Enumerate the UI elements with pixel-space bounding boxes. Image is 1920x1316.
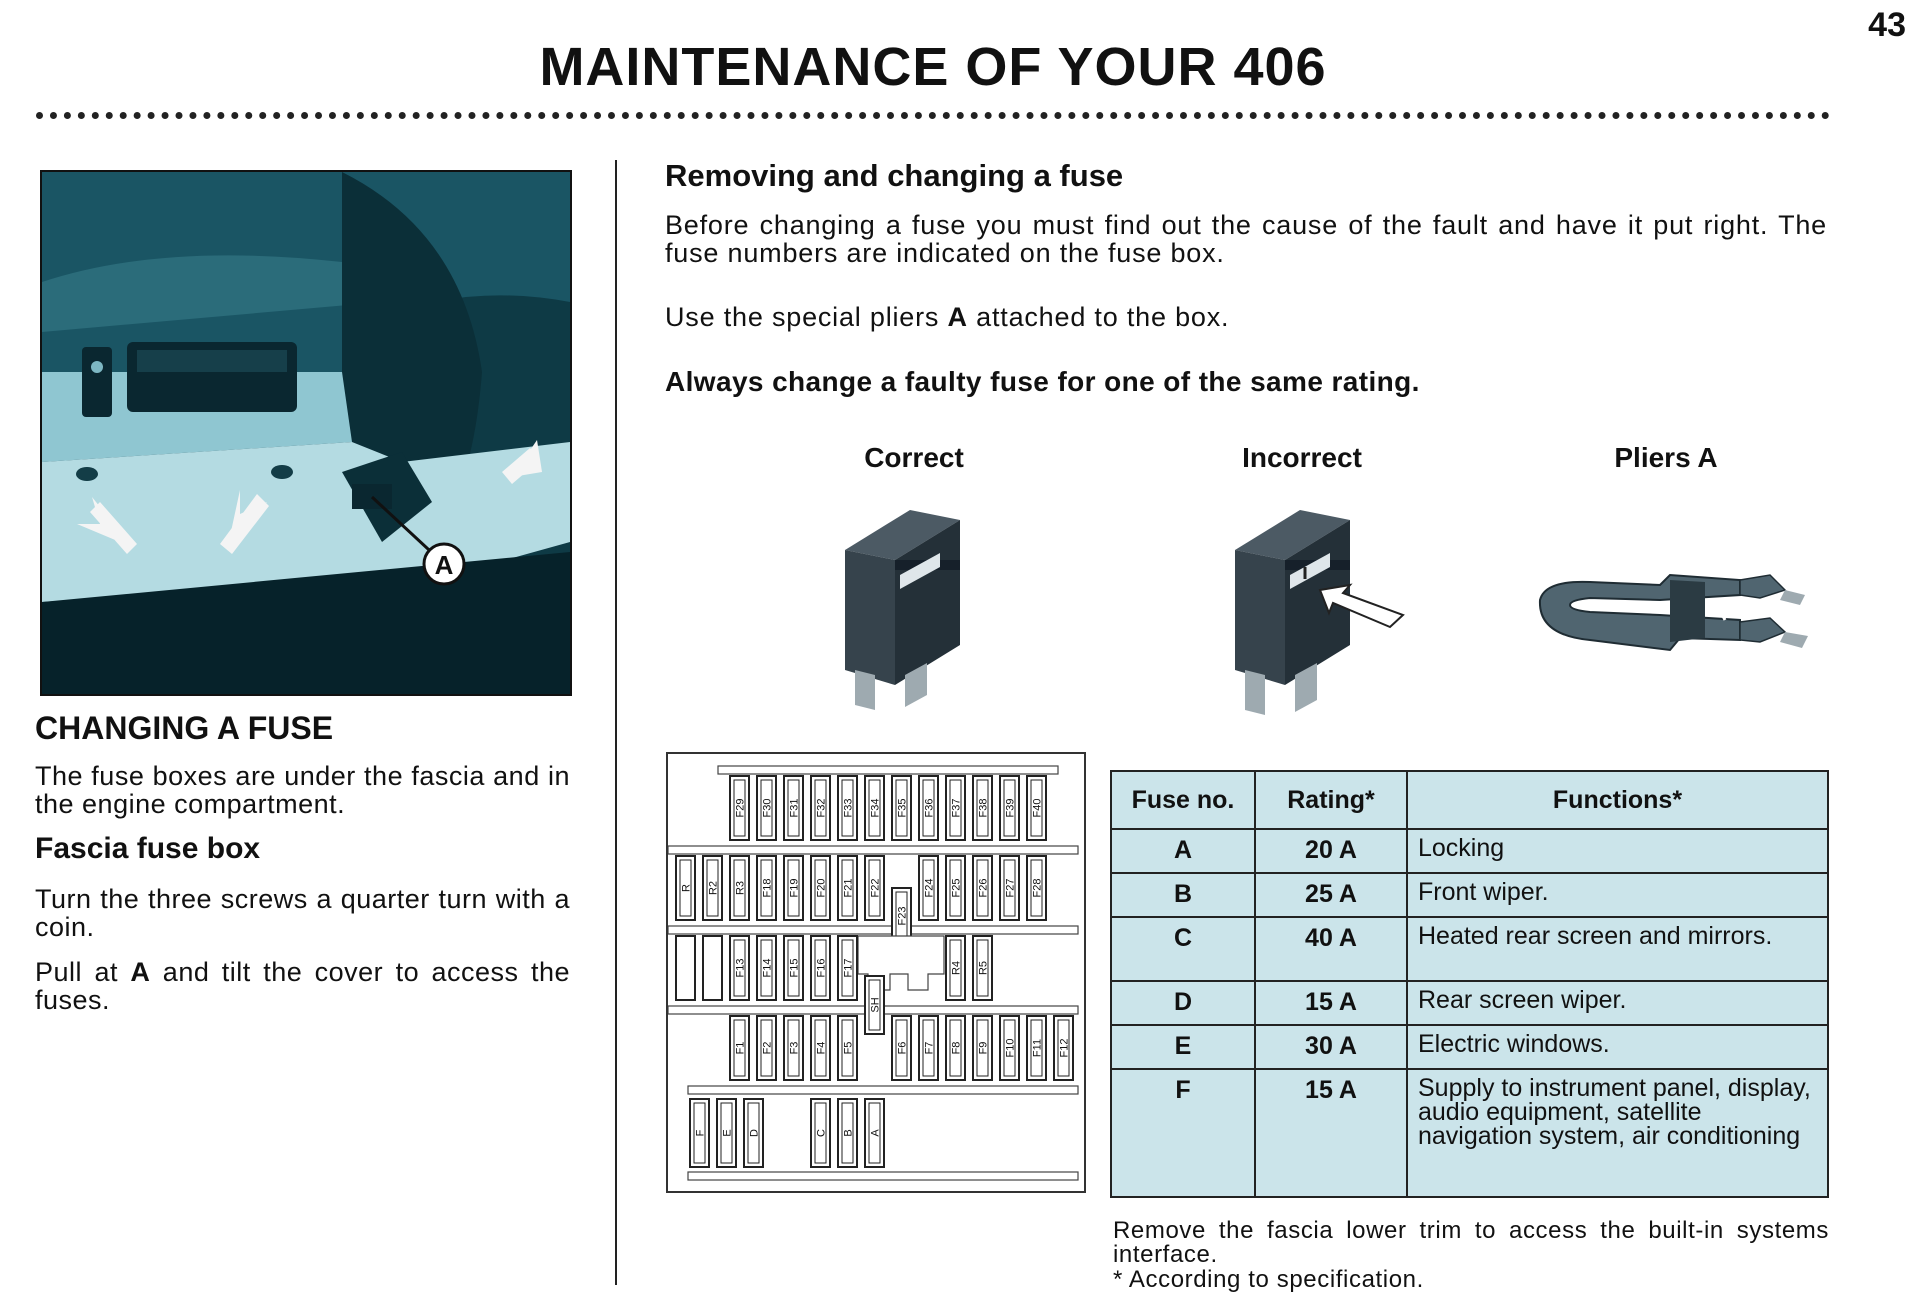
fuse-slot-label: F29 [734,798,747,818]
fascia-heading: Fascia fuse box [35,832,261,865]
fuse-box-rail [688,1086,1078,1094]
fuse-rating: 40 A [1255,917,1407,981]
fuse-slot-label: F1 [734,1041,747,1055]
fuse-slot-label: F20 [815,878,828,898]
table-row [1111,873,1828,917]
page-title: MAINTENANCE OF YOUR 406 [539,37,1327,97]
fuse-slot-label: B [842,1129,855,1137]
fuse-slot-label: F4 [815,1041,828,1055]
fuse-box-diagram [666,752,1086,1193]
fuse-slot-label: F37 [950,798,963,818]
fuse-slot-label: R2 [707,880,720,896]
fuse-rating: 20 A [1255,829,1407,873]
changing-text: The fuse boxes are under the fascia and in the engine compartment. [35,761,570,819]
pull-suffix: and tilt the cover to access the fuses. [35,957,571,1015]
fuse-rating: 15 A [1255,981,1407,1025]
page-number: 43 [1868,6,1906,44]
fuse-slot-label: F30 [761,798,774,818]
footnote-line1: Remove the fascia lower trim to access the built-in systems interface. [1113,1217,1829,1268]
fuse-function: Front wiper. [1407,873,1828,917]
header-functions: Functions* [1407,771,1828,829]
fuse-slot-label: D [748,1129,761,1137]
fuse-table [1110,770,1829,1198]
fuse-slot-label: F8 [950,1041,963,1055]
fuse-slot-label: F25 [950,878,963,898]
fuse-slot-label: F26 [977,878,990,898]
fuse-slot-label: E [721,1129,734,1137]
before-text: Before changing a fuse you must find out the cause of the fault and have it put right. The fuse numbers are indicated on the fuse box. [665,210,1827,268]
label-correct: Correct [864,442,964,473]
fuse-slot-label: R5 [977,960,990,976]
fuse-slot-label: F9 [977,1041,990,1055]
use-suffix: attached to the box. [967,302,1230,332]
fuse-slot-label: R3 [734,880,747,896]
fascia-photo [40,170,572,696]
fuse-slot-label: F35 [896,798,909,818]
dotted-rule [36,112,1830,119]
fuse-box-rail [668,846,1078,854]
fuse-no: A [1111,829,1255,873]
fuse-slot-label: F13 [734,958,747,978]
fuse-no: E [1111,1025,1255,1069]
fuse-slot-label: F2 [761,1041,774,1055]
fuse-slot-label: F34 [869,798,882,818]
fuse-function: Heated rear screen and mirrors. [1407,917,1828,981]
fuse-slot-label: A [869,1129,882,1137]
fuse-slot-label: R4 [950,960,963,976]
fuse-slot-label: F21 [842,878,855,898]
table-row [1111,829,1828,873]
footnote-line2: * According to specification. [1113,1266,1424,1293]
header-fuse-no: Fuse no. [1111,771,1255,829]
fuse-slot-label: C [815,1129,828,1137]
label-pliers: Pliers A [1614,442,1718,473]
fuse-slot-label: F [694,1129,707,1137]
fuse-no: B [1111,873,1255,917]
fuse-slot-label: R [680,884,693,892]
fuse-slot-label: F40 [1031,798,1044,818]
fuse-slot-label: F11 [1031,1038,1044,1058]
label-incorrect: Incorrect [1242,442,1362,473]
table-row [1111,1025,1828,1069]
fuse-slot-empty [703,936,722,1000]
fuse-rating: 15 A [1255,1069,1407,1197]
pliers-illustration [1530,560,1815,675]
fuse-slot-label: F22 [869,878,882,898]
fuse-slot-label: F28 [1031,878,1044,898]
fuse-slot-label: F15 [788,958,801,978]
fuse-slot-label: F18 [761,878,774,898]
fuse-slot-label: F6 [896,1041,909,1055]
table-row [1111,1069,1828,1197]
fuse-slot-label: F17 [842,958,855,978]
fuse-slot-label: F38 [977,798,990,818]
incorrect-fuse-illustration [1225,505,1405,725]
table-row [1111,981,1828,1025]
fuse-rating: 30 A [1255,1025,1407,1069]
fuse-slot-label: F32 [815,798,828,818]
changing-heading: CHANGING A FUSE [35,710,334,746]
fuse-no: F [1111,1069,1255,1197]
fuse-slot-label: F33 [842,798,855,818]
fuse-slot-label: F27 [1004,878,1017,898]
table-header-row [1111,771,1828,829]
right-heading: Removing and changing a fuse [665,158,1124,193]
fuse-slot-label: F5 [842,1041,855,1055]
photo-callout-a: A [434,550,454,580]
fuse-function: Electric windows. [1407,1025,1828,1069]
table-row [1111,917,1828,981]
fuse-slot-label: F19 [788,878,801,898]
use-bold: A [947,302,968,332]
fuse-function: Supply to instrument panel, display, audio equipment, satellite navigation system, air conditioning [1407,1069,1828,1197]
fuse-slot-label: F16 [815,958,828,978]
column-divider [615,160,617,1285]
fuse-slot-label: F12 [1058,1038,1071,1058]
fuse-no: C [1111,917,1255,981]
always-text: Always change a faulty fuse for one of the same rating. [665,366,1420,397]
fuse-slot-empty [676,936,695,1000]
fuse-slot-label: F7 [923,1041,936,1055]
fuse-box-rail [688,1172,1078,1180]
fuse-function: Locking [1407,829,1828,873]
pull-bold: A [130,957,151,987]
fuse-slot-label: F23 [896,906,909,926]
fuse-slot-label: F3 [788,1041,801,1055]
pull-text [35,958,570,1014]
fuse-no: D [1111,981,1255,1025]
fuse-slot-label: F10 [1004,1038,1017,1058]
fuse-slot-label: F31 [788,798,801,818]
fuse-slot-label: SH [869,997,882,1013]
pull-prefix: Pull at [35,957,131,987]
fuse-slot-label: F36 [923,798,936,818]
correct-fuse-illustration [835,505,965,720]
fuse-slot-label: F24 [923,878,936,898]
fuse-slot-label: F39 [1004,798,1017,818]
fuse-slot-label: F14 [761,958,774,978]
fuse-box-rail [718,766,1058,774]
header-rating: Rating* [1255,771,1407,829]
use-text [665,303,1827,331]
use-prefix: Use the special pliers [665,302,948,332]
fuse-box-rail [668,926,1078,934]
fuse-rating: 25 A [1255,873,1407,917]
fuse-function: Rear screen wiper. [1407,981,1828,1025]
turn-text: Turn the three screws a quarter turn with a coin. [35,884,570,942]
